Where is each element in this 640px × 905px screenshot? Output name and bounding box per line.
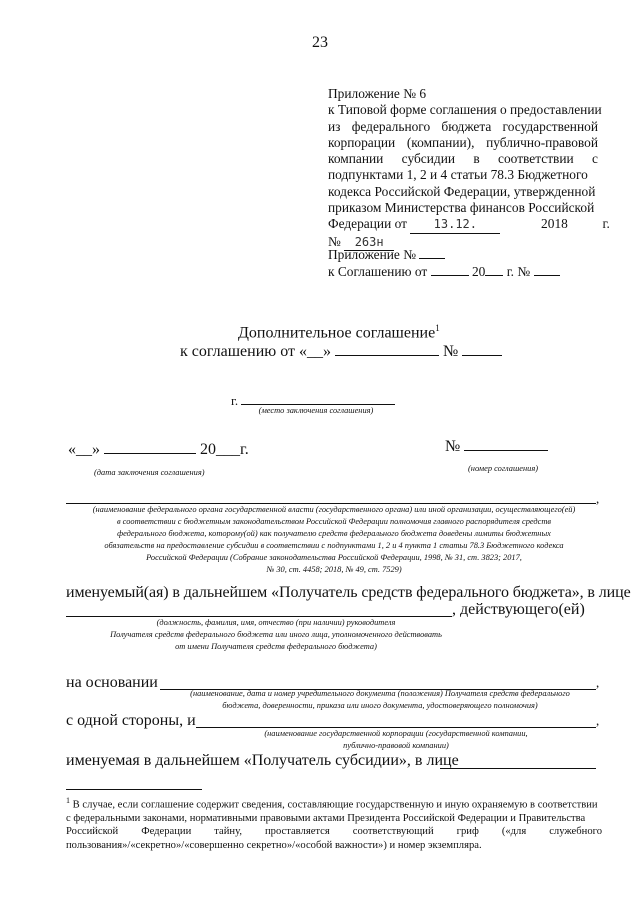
blank-field: [419, 246, 445, 259]
agreement-appendix-line1: [328, 246, 598, 263]
date-caption: (дата заключения соглашения): [94, 468, 205, 477]
date-row: [68, 441, 249, 459]
agreement-appendix: [328, 246, 598, 281]
organ-caption: [66, 504, 602, 576]
agreement-appendix-prefix: к Соглашению от: [328, 264, 428, 280]
appendix-line: приказом Министерства финансов Российской: [328, 200, 595, 216]
handwritten-date: 13.12.: [410, 216, 500, 233]
recipient-label: именуемая в дальнейшем «Получатель субсидии», в лице: [66, 752, 459, 769]
on-basis-label: на основании: [66, 674, 158, 691]
footnote-line: [66, 794, 602, 812]
caption-line: Получателя средств федерального бюджета или иного лица, уполномоченного действовать: [110, 630, 442, 639]
document-title: [238, 323, 440, 342]
one-side-caption: [196, 728, 596, 752]
caption-line: федерального бюджета, которому(ой) как получателю средств федерального бюджета доведены лимиты бюджетных: [117, 529, 551, 538]
agreement-appendix-year: 20: [471, 264, 486, 280]
handwritten-number: 263н: [344, 234, 394, 251]
place-prefix: г.: [231, 393, 239, 408]
caption-line: обязательств на предоставление субсидии в соответствии с подпунктами 1, 2 и 4 пункта 1 статьи 78.3 Бюджетного кодекса: [104, 541, 564, 550]
caption-line: (наименование государственной корпорации (государственной компании,: [264, 729, 528, 738]
caption-line: (должность, фамилия, имя, отчество (при наличии) руководителя: [156, 618, 396, 627]
caption-line: (наименование, дата и номер учредительного документа (положения) Получателя средств федерального: [190, 689, 570, 698]
blank-field: [485, 263, 503, 276]
comma: ,: [596, 491, 600, 506]
number-label: №: [445, 438, 461, 455]
blank-line: [440, 768, 596, 769]
caption-line: Российской Федерации (Собрание законодательства Российской Федерации, 1998, № 31, ст. 3823; 2017,: [146, 553, 522, 562]
appendix-line: кодекса Российской Федерации, утвержденной: [328, 183, 596, 199]
blank-field: [104, 441, 196, 454]
agreement-appendix-label: Приложение №: [328, 247, 416, 262]
blank-field: [464, 438, 548, 451]
blank-field: [241, 392, 395, 405]
appendix-line: корпорации (компании), публично-правовой: [328, 134, 598, 150]
named-as-suffix: , действующего(ей): [452, 601, 585, 618]
subtitle-prefix: к соглашению от «__»: [180, 343, 331, 360]
appendix-number-prefix: №: [328, 233, 341, 249]
on-basis-caption: [160, 688, 600, 712]
document-subtitle: [180, 343, 502, 361]
number-caption: (номер соглашения): [468, 464, 539, 473]
one-side-label: с одной стороны, и: [66, 712, 196, 729]
footnote-line: Российской Федерации тайну, проставляется соответствующий гриф («для служебного: [66, 826, 602, 838]
appendix-line: к Типовой форме соглашения о предоставлении: [328, 102, 602, 118]
caption-line: бюджета, доверенности, приказа или иного документа, удостоверяющего полномочия): [222, 701, 538, 710]
named-as-caption: [66, 617, 486, 653]
date-prefix: «__»: [68, 441, 100, 458]
appendix-header: [328, 86, 610, 251]
caption-line: № 30, ст. 4458; 2018, № 49, ст. 7529): [266, 565, 402, 574]
caption-line: (наименование федерального органа государственной власти (государственного органа) или иной организации, осуществляющего(ей): [92, 505, 576, 514]
blank-field: [335, 343, 439, 356]
caption-line: в соответствии с бюджетным законодательством Российской Федерации полномочия главного распорядителя средств: [116, 517, 552, 526]
place-caption: (место заключения соглашения): [258, 406, 374, 415]
caption-line: от имени Получателя средств федерального бюджета): [175, 642, 377, 651]
footnote-text: В случае, если соглашение содержит сведения, составляющие государственную и иную охраняемую в соответствии: [72, 799, 598, 811]
date-year: 20___г.: [200, 441, 249, 458]
title-text: Дополнительное соглашение: [238, 324, 436, 342]
number-row: [445, 438, 548, 456]
agreement-appendix-line2: [328, 263, 598, 280]
appendix-line: компании субсидии в соответствии с: [328, 151, 598, 167]
named-as-line1: именуемый(ая) в дальнейшем «Получатель средств федерального бюджета», в лице: [66, 584, 631, 601]
footnote-mark: 1: [66, 796, 70, 805]
comma: ,: [596, 713, 600, 728]
blank-field: [462, 343, 502, 356]
footnote: [66, 794, 602, 852]
appendix-year-suffix: г.: [602, 216, 610, 232]
comma: ,: [596, 675, 600, 690]
appendix-line: подпунктами 1, 2 и 4 статьи 78.3 Бюджетного: [328, 167, 588, 183]
footnote-line: пользования»/«секретно»/«совершенно секретно»/«особой важности») и номер экземпляра.: [66, 839, 482, 851]
agreement-appendix-suffix: г. №: [506, 264, 531, 280]
appendix-line: из федерального бюджета государственной: [328, 118, 598, 134]
subtitle-number-label: №: [443, 343, 459, 360]
blank-field: [534, 263, 560, 276]
appendix-line: Приложение № 6: [328, 86, 427, 101]
footnote-separator: [66, 789, 202, 790]
appendix-date-prefix: Федерации от: [328, 216, 407, 232]
title-footnote-mark: 1: [435, 323, 440, 333]
caption-line: публично-правовой компании): [343, 741, 449, 750]
blank-field: [431, 263, 469, 276]
footnote-line: с федеральными законами, нормативными правовыми актами Президента Российской Федерации и Правительства: [66, 812, 586, 824]
appendix-year: 2018: [541, 216, 568, 232]
appendix-date-line: [328, 216, 610, 233]
page-number: 23: [312, 34, 328, 51]
